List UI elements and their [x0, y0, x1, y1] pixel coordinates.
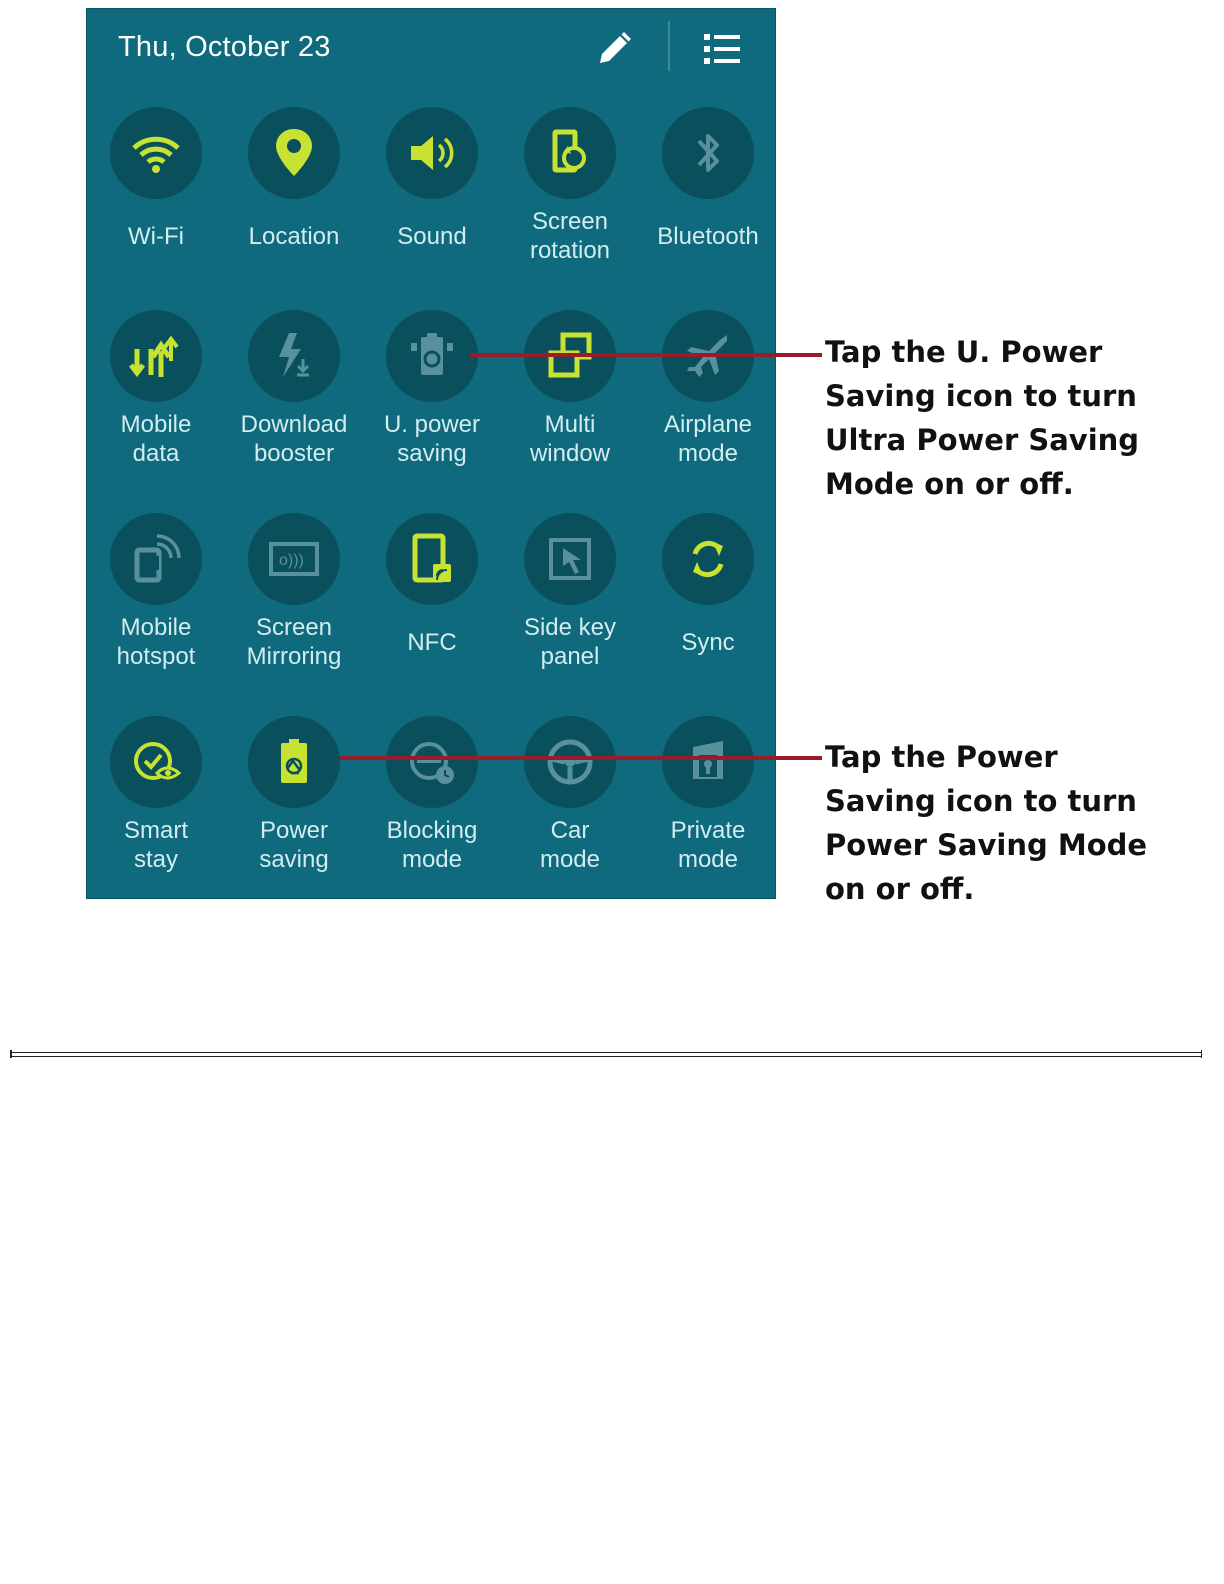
tile-private-mode[interactable]: [639, 716, 777, 877]
tile-label: Screen rotation: [529, 208, 611, 264]
edit-button[interactable]: [592, 27, 636, 71]
side-key-panel-icon: [541, 530, 599, 588]
tile-button-circle[interactable]: [662, 513, 754, 605]
private-mode-icon: [679, 733, 737, 791]
tile-label: Screen Mirroring: [246, 614, 342, 670]
blocking-mode-icon: [403, 733, 461, 791]
tile-label: NFC: [407, 628, 457, 656]
svg-text:o))): o))): [279, 552, 304, 569]
tile-button-circle[interactable]: [662, 716, 754, 808]
wifi-icon: [127, 124, 185, 182]
list-icon: [700, 29, 744, 69]
tile-wifi[interactable]: [87, 107, 225, 268]
tile-label: Wi-Fi: [128, 222, 184, 250]
screen-mirroring-icon: [265, 530, 323, 588]
tile-label: Car mode: [539, 817, 601, 873]
tile-nfc[interactable]: [363, 513, 501, 674]
tile-airplane[interactable]: [639, 310, 777, 471]
tile-label: Sync: [681, 628, 735, 656]
tile-label: Airplane mode: [663, 411, 753, 467]
tile-button-circle[interactable]: [386, 310, 478, 402]
tile-button-circle[interactable]: [248, 107, 340, 199]
tile-sync[interactable]: [639, 513, 777, 674]
tile-label: Smart stay: [123, 817, 188, 873]
tile-button-circle[interactable]: [662, 107, 754, 199]
tile-label: Location: [248, 222, 340, 250]
tile-button-circle[interactable]: [248, 716, 340, 808]
tile-label: Mobile hotspot: [116, 614, 196, 670]
tile-button-circle[interactable]: [524, 513, 616, 605]
tile-label: Multi window: [529, 411, 611, 467]
header-divider: [668, 21, 670, 71]
tile-smart-stay[interactable]: [87, 716, 225, 877]
sync-icon: [679, 530, 737, 588]
date-label: Thu, October 23: [118, 31, 331, 63]
power-saving-icon: [265, 733, 323, 791]
tile-multi-window[interactable]: [501, 310, 639, 471]
location-pin-icon: [265, 124, 323, 182]
tile-label: Blocking mode: [386, 817, 478, 873]
car-mode-icon: [541, 733, 599, 791]
tile-blocking-mode[interactable]: [363, 716, 501, 877]
speaker-icon: [403, 124, 461, 182]
tile-mobile-data[interactable]: [87, 310, 225, 471]
tile-label: Side key panel: [523, 614, 617, 670]
callout-ultra-power-saving: Tap the U. Power Saving icon to turn Ultra Power Saving Mode on or off.: [825, 335, 1140, 501]
ultra-power-saving-icon: [403, 327, 461, 385]
tile-label: Private mode: [670, 817, 746, 873]
screen-rotation-icon: [541, 124, 599, 182]
pencil-icon: [592, 27, 636, 71]
tile-button-circle[interactable]: [386, 716, 478, 808]
tile-button-circle[interactable]: [110, 310, 202, 402]
tile-button-circle[interactable]: [386, 107, 478, 199]
tile-location-pin[interactable]: [225, 107, 363, 268]
smart-stay-icon: [127, 733, 185, 791]
tile-button-circle[interactable]: [110, 716, 202, 808]
tile-label: Download booster: [240, 411, 348, 467]
callout-line-ultra-power-saving: [470, 353, 822, 357]
tile-bluetooth[interactable]: [639, 107, 777, 268]
tile-label: Mobile data: [120, 411, 192, 467]
tile-ultra-power-saving[interactable]: [363, 310, 501, 471]
tile-button-circle[interactable]: [110, 513, 202, 605]
callout-line-power-saving: [340, 756, 822, 760]
tile-label: Sound: [397, 222, 467, 250]
tile-button-circle[interactable]: [248, 310, 340, 402]
tile-mobile-hotspot[interactable]: [87, 513, 225, 674]
list-view-button[interactable]: [700, 29, 744, 69]
quick-settings-panel: [86, 8, 776, 899]
tile-button-circle[interactable]: [248, 513, 340, 605]
tile-side-key-panel[interactable]: [501, 513, 639, 674]
bluetooth-icon: [679, 124, 737, 182]
tile-car-mode[interactable]: [501, 716, 639, 877]
nfc-icon: [403, 530, 461, 588]
tile-label: Power saving: [259, 817, 329, 873]
tile-download-booster[interactable]: [225, 310, 363, 471]
mobile-data-icon: [127, 327, 185, 385]
tile-label: Bluetooth: [657, 222, 759, 250]
tile-button-circle[interactable]: [110, 107, 202, 199]
tile-button-circle[interactable]: [386, 513, 478, 605]
tile-label: U. power saving: [383, 411, 481, 467]
tile-power-saving[interactable]: [225, 716, 363, 877]
mobile-hotspot-icon: [127, 530, 185, 588]
tile-button-circle[interactable]: [524, 716, 616, 808]
tile-screen-rotation[interactable]: [501, 107, 639, 268]
tile-speaker[interactable]: [363, 107, 501, 268]
callout-power-saving: Tap the Power Saving icon to turn Power Saving Mode on or off.: [825, 740, 1148, 906]
page-divider-rule: [10, 1052, 1202, 1057]
tile-button-circle[interactable]: [524, 107, 616, 199]
tile-screen-mirroring[interactable]: [225, 513, 363, 674]
download-booster-icon: [265, 327, 323, 385]
